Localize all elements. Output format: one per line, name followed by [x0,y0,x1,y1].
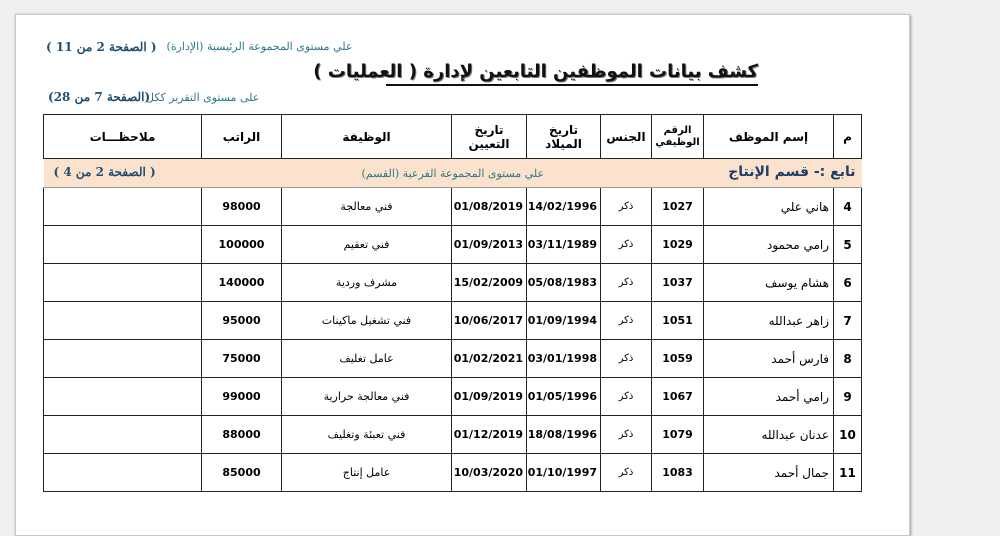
col-header-index: م [834,115,862,159]
job-title-cell: فني معالجة [282,188,452,226]
table-row [44,188,862,226]
report-page [15,14,910,536]
row-index-cell: 7 [834,302,862,340]
employee-gender-cell: ذكر [601,378,652,416]
table-header-row [44,115,862,159]
employee-number-cell: 1079 [652,416,704,454]
salary-cell: 100000 [202,226,282,264]
employee-gender-cell: ذكر [601,340,652,378]
birth-date-cell: 05/08/1983 [527,264,601,302]
job-title-cell: عامل إنتاج [282,454,452,492]
row-index-cell: 9 [834,378,862,416]
col-header-gender: الجنس [601,115,652,159]
report-title: كشف بيانات الموظفين التابعين لإدارة ( العمليات ) [386,61,758,86]
job-title-cell: فني معالجة حرارية [282,378,452,416]
employee-name-cell: هاني علي [704,188,834,226]
employee-name-cell: زاهر عبدالله [704,302,834,340]
employee-name-cell: عدنان عبدالله [704,416,834,454]
birth-date-cell: 14/02/1996 [527,188,601,226]
salary-cell: 95000 [202,302,282,340]
col-header-birth: تاريخ الميلاد [527,115,601,159]
job-title-cell: فني تشغيل ماكينات [282,302,452,340]
group-page-label: ( الصفحة 2 من 4 ) [53,165,156,179]
hire-date-cell: 01/02/2021 [452,340,527,378]
salary-cell: 140000 [202,264,282,302]
job-title-cell: مشرف وردية [282,264,452,302]
employees-table [43,114,862,492]
report-level-label: على مستوى التقرير ككل [146,91,260,104]
employee-number-cell: 1051 [652,302,704,340]
hire-date-cell: 01/09/2013 [452,226,527,264]
table-row [44,378,862,416]
birth-date-cell: 01/05/1996 [527,378,601,416]
employee-name-cell: رامي محمود [704,226,834,264]
notes-cell [44,264,202,302]
row-index-cell: 11 [834,454,862,492]
notes-cell [44,454,202,492]
table-row [44,454,862,492]
employee-number-cell: 1059 [652,340,704,378]
employee-number-cell: 1067 [652,378,704,416]
employee-number-cell: 1083 [652,454,704,492]
row-index-cell: 10 [834,416,862,454]
birth-date-cell: 01/10/1997 [527,454,601,492]
salary-cell: 85000 [202,454,282,492]
employee-gender-cell: ذكر [601,188,652,226]
col-header-name: إسم الموظف [704,115,834,159]
notes-cell [44,226,202,264]
birth-date-cell: 03/11/1989 [527,226,601,264]
notes-cell [44,340,202,378]
hire-date-cell: 01/08/2019 [452,188,527,226]
employee-number-cell: 1029 [652,226,704,264]
col-header-job: الوظيفة [282,115,452,159]
notes-cell [44,416,202,454]
employee-gender-cell: ذكر [601,416,652,454]
hire-date-cell: 01/12/2019 [452,416,527,454]
employee-name-cell: هشام يوسف [704,264,834,302]
job-title-cell: فني تعبئة وتغليف [282,416,452,454]
hire-date-cell: 10/03/2020 [452,454,527,492]
salary-cell: 99000 [202,378,282,416]
main-group-level-label: علي مستوى المجموعة الرئيسية (الإدارة) [166,40,353,53]
employee-gender-cell: ذكر [601,454,652,492]
hire-date-cell: 15/02/2009 [452,264,527,302]
employee-number-cell: 1037 [652,264,704,302]
report-page-label: (الصفحة 7 من 28) [48,90,151,104]
salary-cell: 88000 [202,416,282,454]
employee-gender-cell: ذكر [601,264,652,302]
col-header-hire: تاريخ التعيين [452,115,527,159]
group-level-label: علي مستوى المجموعة الفرعية (القسم) [361,167,545,180]
employee-number-cell: 1027 [652,188,704,226]
job-title-cell: فني تعقيم [282,226,452,264]
employee-name-cell: رامي أحمد [704,378,834,416]
row-index-cell: 4 [834,188,862,226]
row-index-cell: 8 [834,340,862,378]
table-row [44,416,862,454]
salary-cell: 75000 [202,340,282,378]
employee-gender-cell: ذكر [601,302,652,340]
hire-date-cell: 10/06/2017 [452,302,527,340]
row-index-cell: 6 [834,264,862,302]
table-row [44,302,862,340]
hire-date-cell: 01/09/2019 [452,378,527,416]
col-header-notes: ملاحظـــات [44,115,202,159]
employee-name-cell: جمال أحمد [704,454,834,492]
table-row [44,226,862,264]
employee-name-cell: فارس أحمد [704,340,834,378]
notes-cell [44,378,202,416]
job-title-cell: عامل تغليف [282,340,452,378]
notes-cell [44,188,202,226]
birth-date-cell: 03/01/1998 [527,340,601,378]
employee-gender-cell: ذكر [601,226,652,264]
col-header-salary: الراتب [202,115,282,159]
col-header-emp-no: الرقم الوظيفي [652,115,704,159]
birth-date-cell: 18/08/1996 [527,416,601,454]
group-title: تابع :- قسم الإنتاج [728,164,856,180]
table-row [44,264,862,302]
table-row [44,340,862,378]
main-group-page-label: ( الصفحة 2 من 11 ) [46,40,157,54]
salary-cell: 98000 [202,188,282,226]
birth-date-cell: 01/09/1994 [527,302,601,340]
notes-cell [44,302,202,340]
group-header-row [44,159,862,188]
row-index-cell: 5 [834,226,862,264]
